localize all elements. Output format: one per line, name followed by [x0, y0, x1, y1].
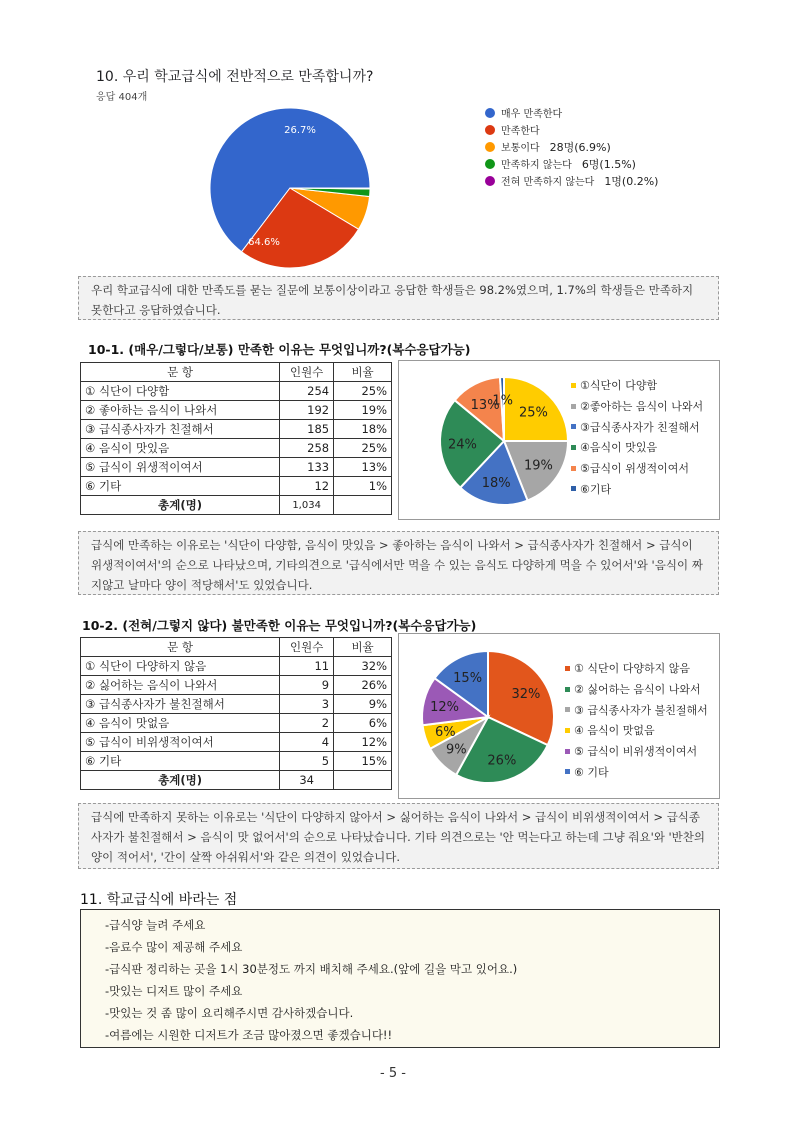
table-cell: 6%: [334, 714, 392, 733]
legend-dot: [485, 176, 495, 186]
table-cell: 1%: [334, 477, 392, 496]
table-header: 인원수: [280, 363, 334, 382]
legend-marker: [571, 383, 576, 388]
table-row: [81, 458, 392, 477]
table-total-label: 총계(명): [81, 771, 280, 790]
q11-title: 11. 학교급식에 바라는 점: [80, 892, 238, 908]
q11-wish-box: [80, 909, 720, 1048]
table-header: 인원수: [280, 638, 334, 657]
table-cell: 3: [280, 695, 334, 714]
legend-dot: [485, 108, 495, 118]
pie-data-label: 15%: [453, 671, 483, 687]
legend-label: ④음식이 맛있음: [580, 441, 658, 455]
table-cell: ⑥ 기타: [81, 477, 280, 496]
legend-label: ⑤급식이 위생적이여서: [580, 462, 689, 476]
legend-label: ④ 음식이 맛없음: [574, 724, 655, 738]
q10-2-legend-item: [565, 761, 708, 782]
legend-marker: [571, 486, 576, 491]
table-total-value: 34: [280, 771, 334, 790]
q10-2-legend-item: [565, 720, 708, 741]
q10-2-legend-item: [565, 658, 708, 679]
table-cell: 25%: [334, 439, 392, 458]
legend-label: 매우 만족한다: [501, 109, 563, 120]
q10-1-table: [80, 362, 392, 515]
legend-marker: [565, 707, 570, 712]
q10-2-legend-item: [565, 699, 708, 720]
table-header: 문 항: [81, 363, 280, 382]
table-row: [81, 676, 392, 695]
pie-data-label: 9%: [445, 742, 467, 758]
table-row: [81, 714, 392, 733]
table-row: [81, 401, 392, 420]
table-row: [81, 752, 392, 771]
table-cell: 192: [280, 401, 334, 420]
q10-legend-item: [485, 155, 658, 172]
table-total-row: [81, 496, 392, 515]
table-cell: ⑥ 기타: [81, 752, 280, 771]
legend-label: ⑤ 급식이 비위생적이여서: [574, 745, 698, 759]
legend-marker: [565, 728, 570, 733]
table-header: 비율: [334, 363, 392, 382]
q10-1-legend-item: [571, 375, 703, 396]
pie-data-label: 32%: [511, 686, 541, 702]
legend-dot: [485, 142, 495, 152]
q10-1-summary: 급식에 만족하는 이유로는 '식단이 다양함, 음식이 맛있음 > 좋아하는 음식이 나와서 > 급식종사자가 친절해서 > 급식이 위생적이여서'의 순으로 나타났으며, 기타의견으로 '급식에서만 먹을 수 있는 음식도 다양하게 먹을 수 있어서'와 '음식이 짜지않고 날마다 양이 적당해서'도 있었습니다.: [78, 531, 719, 595]
table-row: [81, 477, 392, 496]
pie-data-label: 26%: [487, 753, 517, 769]
table-cell: ① 식단이 다양함: [81, 382, 280, 401]
table-cell: 11: [280, 657, 334, 676]
table-total-value: 1,034: [280, 496, 334, 515]
legend-dot: [485, 159, 495, 169]
legend-label: ⑥ 기타: [574, 765, 609, 779]
q10-2-legend-item: [565, 741, 708, 762]
table-total-label: 총계(명): [81, 496, 280, 515]
q10-response-count: 응답 404개: [96, 92, 148, 103]
wish-item: -급식판 정리하는 곳을 1시 30분정도 까지 배치해 주세요.(앞에 길을 막고 있어요.): [105, 962, 518, 976]
pie-data-label: 1%: [492, 393, 514, 409]
legend-label: ① 식단이 다양하지 않음: [574, 662, 690, 676]
table-cell: ① 식단이 다양하지 않음: [81, 657, 280, 676]
q10-1-legend-item: [571, 416, 703, 437]
q10-1-legend: [571, 375, 703, 499]
legend-label: ⑥기타: [580, 482, 612, 496]
legend-extra: 1명(0.2%): [604, 174, 659, 188]
q10-legend-item: [485, 172, 658, 189]
table-cell: 9: [280, 676, 334, 695]
q10-1-chart-box: [398, 360, 720, 520]
q10-2-title: 10-2. (전혀/그렇지 않다) 불만족한 이유는 무엇입니까?(복수응답가능): [82, 618, 477, 633]
table-header: 문 항: [81, 638, 280, 657]
table-cell: 12%: [334, 733, 392, 752]
table-cell: 19%: [334, 401, 392, 420]
wish-item: -음료수 많이 제공해 주세요: [105, 940, 243, 954]
table-cell: 32%: [334, 657, 392, 676]
table-row: [81, 733, 392, 752]
legend-label: ③급식종사자가 친절해서: [580, 420, 700, 434]
q10-2-table: [80, 637, 392, 790]
table-cell: ③ 급식종사자가 불친절해서: [81, 695, 280, 714]
q10-2-chart-box: [398, 633, 720, 799]
q10-pie-label-blue: 64.6%: [248, 237, 280, 248]
legend-marker: [571, 404, 576, 409]
table-cell: 258: [280, 439, 334, 458]
table-header-row: [81, 363, 392, 382]
legend-marker: [565, 687, 570, 692]
legend-marker: [565, 749, 570, 754]
table-row: [81, 657, 392, 676]
table-header: 비율: [334, 638, 392, 657]
wish-item: -여름에는 시원한 디저트가 조금 많아졌으면 좋겠습니다!!: [105, 1028, 393, 1042]
table-cell: ⑤ 급식이 비위생적이여서: [81, 733, 280, 752]
table-cell: 5: [280, 752, 334, 771]
table-row: [81, 382, 392, 401]
pie-data-label: 19%: [523, 458, 553, 474]
table-cell-empty: [334, 771, 392, 790]
pie-data-label: 24%: [448, 437, 477, 453]
pie-data-label: 12%: [430, 699, 459, 715]
q10-legend-item: [485, 121, 658, 138]
q10-2-legend: [565, 658, 708, 782]
table-cell: ③ 급식종사자가 친절해서: [81, 420, 280, 439]
q10-pie-label-red: 26.7%: [284, 125, 316, 136]
table-row: [81, 439, 392, 458]
q10-2-summary: 급식에 만족하지 못하는 이유로는 '식단이 다양하지 않아서 > 싫어하는 음식이 나와서 > 급식이 비위생적이여서 > 급식종사자가 불친절해서 > 음식이 맛 없어서'의 순으로 나타났습니다. 기타 의견으로는 '안 먹는다고 하는데 그냥 줘요'와 '반찬의 양이 적어서', '간이 살짝 아쉬워서'와 같은 의견이 있었습니다.: [78, 803, 719, 869]
table-cell: 25%: [334, 382, 392, 401]
table-cell: 133: [280, 458, 334, 477]
legend-marker: [565, 666, 570, 671]
table-cell: 18%: [334, 420, 392, 439]
legend-extra: 6명(1.5%): [581, 157, 636, 171]
legend-label: 전혀 만족하지 않는다: [501, 177, 595, 188]
legend-marker: [565, 769, 570, 774]
table-cell: 15%: [334, 752, 392, 771]
table-cell: 2: [280, 714, 334, 733]
legend-label: ①식단이 다양함: [580, 379, 658, 393]
legend-extra: 28명(6.9%): [549, 140, 611, 154]
legend-marker: [571, 424, 576, 429]
table-row: [81, 420, 392, 439]
table-row: [81, 695, 392, 714]
table-cell: ② 좋아하는 음식이 나와서: [81, 401, 280, 420]
q10-1-legend-item: [571, 478, 703, 499]
legend-dot: [485, 125, 495, 135]
q10-legend-item: [485, 138, 658, 155]
q10-legend: [485, 104, 658, 189]
q10-2-pie-chart: [413, 642, 563, 792]
table-cell: 12: [280, 477, 334, 496]
legend-label: 만족한다: [501, 126, 540, 137]
legend-label: ③ 급식종사자가 불친절해서: [574, 703, 708, 717]
legend-marker: [571, 466, 576, 471]
table-cell: 26%: [334, 676, 392, 695]
table-cell: ④ 음식이 맛없음: [81, 714, 280, 733]
q10-1-legend-item: [571, 396, 703, 417]
legend-marker: [571, 445, 576, 450]
table-cell: ② 싫어하는 음식이 나와서: [81, 676, 280, 695]
table-cell: 13%: [334, 458, 392, 477]
q10-summary: 우리 학교급식에 대한 만족도를 묻는 질문에 보통이상이라고 응답한 학생들은 98.2%였으며, 1.7%의 학생들은 만족하지 못한다고 응답하였습니다.: [78, 276, 719, 320]
q10-1-title: 10-1. (매우/그렇다/보통) 만족한 이유는 무엇입니까?(복수응답가능): [88, 342, 471, 357]
wish-item: -급식양 늘려 주세요: [105, 918, 206, 932]
q10-title: 10. 우리 학교급식에 전반적으로 만족합니까?: [96, 69, 374, 85]
table-cell: 254: [280, 382, 334, 401]
pie-data-label: 18%: [481, 475, 511, 491]
table-cell: ④ 음식이 맛있음: [81, 439, 280, 458]
q10-1-legend-item: [571, 458, 703, 479]
q10-pie-chart: [200, 105, 380, 275]
q10-2-legend-item: [565, 679, 708, 700]
table-cell: 185: [280, 420, 334, 439]
legend-label: 만족하지 않는다: [501, 160, 572, 171]
q10-1-legend-item: [571, 437, 703, 458]
table-cell: 4: [280, 733, 334, 752]
table-cell: 9%: [334, 695, 392, 714]
pie-data-label: 6%: [435, 724, 456, 740]
q10-legend-item: [485, 104, 658, 121]
legend-label: ②좋아하는 음식이 나와서: [580, 400, 704, 414]
page-number: - 5 -: [380, 1066, 406, 1081]
wish-item: -맛있는 것 좀 많이 요리해주시면 감사하겠습니다.: [105, 1006, 354, 1020]
q10-1-pie-chart: [429, 366, 579, 516]
wish-item: -맛있는 디저트 많이 주세요: [105, 984, 243, 998]
pie-data-label: 25%: [518, 405, 548, 421]
legend-label: 보통이다: [501, 143, 540, 154]
legend-label: ② 싫어하는 음식이 나와서: [574, 683, 701, 697]
table-cell-empty: [334, 496, 392, 515]
pie-data-label: 13%: [470, 397, 500, 413]
table-header-row: [81, 638, 392, 657]
table-total-row: [81, 771, 392, 790]
table-cell: ⑤ 급식이 위생적이여서: [81, 458, 280, 477]
